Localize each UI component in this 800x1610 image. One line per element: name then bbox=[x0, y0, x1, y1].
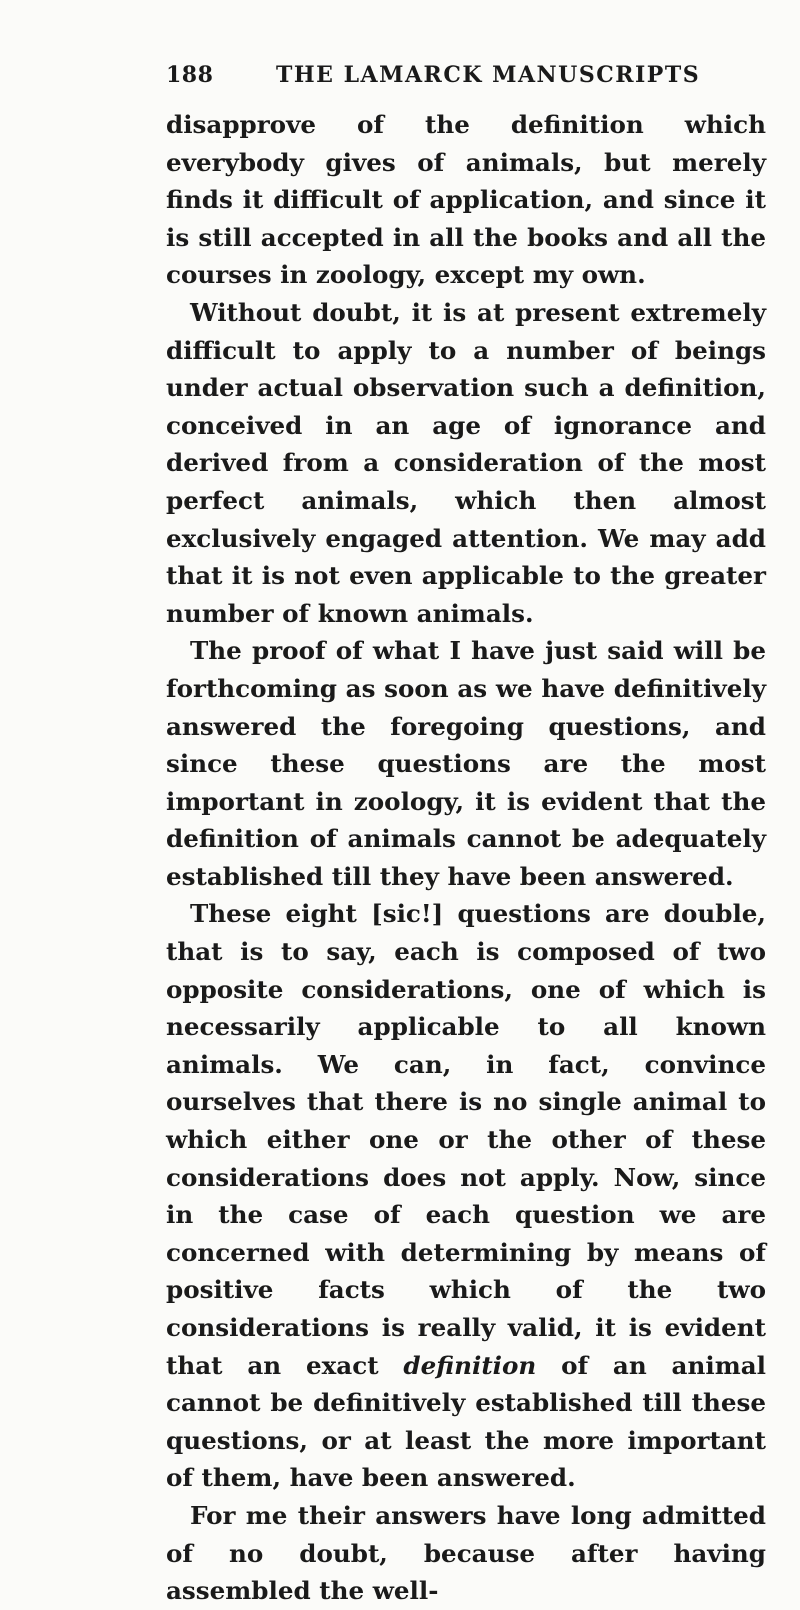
paragraph-text-before: These eight [sic!] questions are double, that is to say, each is composed of two opposite considerations, one of which is necessarily applicable to all known animals. We can, in fact, convince ourselves that there is no single animal to which either one or the other of these considerations does not apply. Now, since in the case of each question we are concerned with determining by means of positive facts which of the two considerations is really valid, it is evident that an exact bbox=[166, 899, 766, 1380]
paragraph: Without doubt, it is at present extremely difficult to apply to a number of beings under actual observation such a definition, conceived in an age of ignorance and derived from a consideration of the most perfect animals, which then almost exclusively engaged attention. We may add that it is not even applicable to the greater number of known animals. bbox=[166, 297, 766, 628]
paragraph bbox=[166, 895, 766, 1497]
running-head bbox=[166, 62, 766, 102]
paragraph: The proof of what I have just said will be forthcoming as soon as we have definitively answered the foregoing questions, and since these questions are the most important in zoology, it is evident that the definition of animals cannot be adequately established till they have been answered. bbox=[166, 636, 766, 891]
paragraph: For me their answers have long admitted of no doubt, because after having assembled the well- bbox=[166, 1500, 766, 1606]
paragraph-text-after: of an animal cannot be definitively established till these questions, or at least the more important of them, have been answered. bbox=[166, 1350, 767, 1493]
book-page bbox=[166, 62, 766, 1610]
paragraph-continued: disapprove of the definition which everybody gives of animals, but merely finds it difficult of application, and since it is still accepted in all the books and all the courses in zoology, except my own. bbox=[166, 110, 766, 290]
running-title: THE LAMARCK MANUSCRIPTS bbox=[276, 62, 701, 88]
body-text bbox=[166, 106, 766, 1610]
emphasized-word: definition bbox=[403, 1350, 537, 1380]
page-number: 188 bbox=[166, 62, 214, 88]
